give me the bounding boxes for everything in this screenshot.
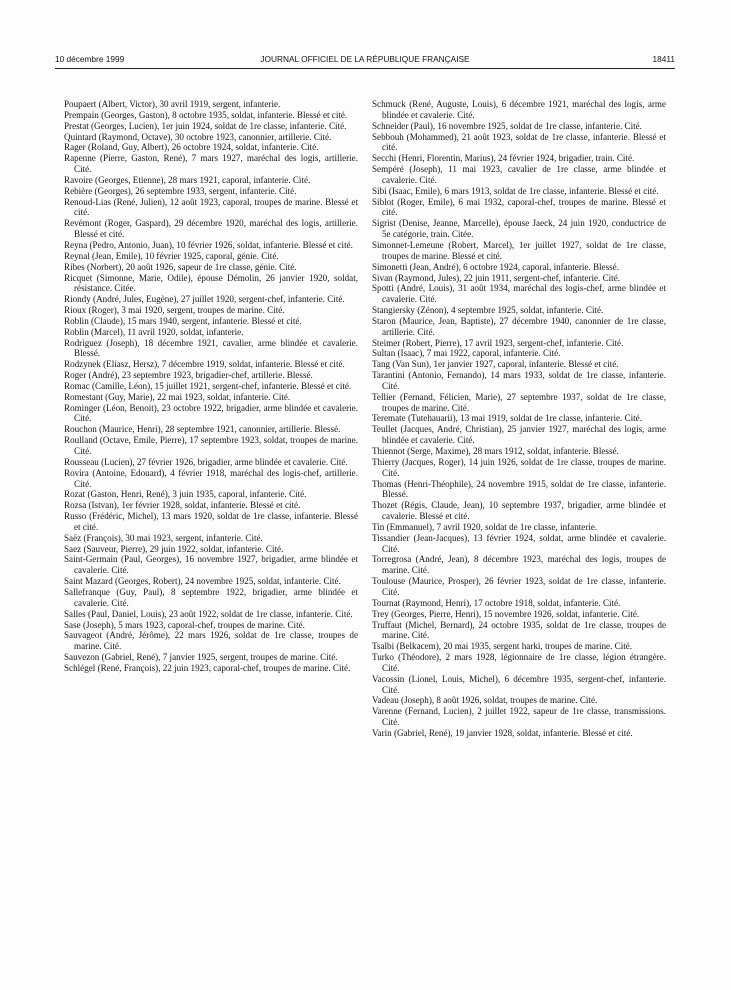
list-entry: Rozsa (Istvan), 1er février 1928, soldat, infanterie. Blessé et cité.: [64, 500, 301, 511]
list-entry: Tissandier (Jean-Jacques), 13 février 1924, soldat, arme blindée et cavalerie. Cité.: [372, 532, 666, 554]
list-entry: Sempéré (Joseph), 11 mai 1923, cavalier de 1re classe, arme blindée et cavalerie. Cité.: [372, 164, 666, 185]
list-entry: Sigrist (Denise, Jeanne, Marcelle), épouse Jaeck, 24 juin 1920, conductrice de 5e catégorie, train. Citée.: [372, 218, 666, 240]
list-entry: Rodzynek (Eliasz, Hersz), 7 décembre 1919, soldat, infanterie. Blessé et cité.: [64, 359, 345, 370]
list-entry: Roblin (Claude), 15 mars 1940, sergent, infanterie. Blessé et cité.: [64, 315, 302, 326]
list-entry: Steimer (Robert, Pierre), 17 avril 1923, sergent-chef, infanterie. Cité.: [372, 337, 624, 348]
list-entry: Sultan (Isaac), 7 mai 1922, caporal, infanterie. Cité.: [372, 348, 561, 359]
list-entry: Romac (Camille, Léon), 15 juillet 1921, sergent-chef, infanterie. Blessé et cité.: [64, 380, 352, 391]
list-entry: Poupaert (Albert, Victor), 30 avril 1919, sergent, infanterie.: [64, 99, 281, 109]
page-header: [55, 54, 675, 68]
list-entry: Sauvezon (Gabriel, René), 7 janvier 1925, sergent, troupes de marine. Cité.: [64, 652, 338, 663]
list-entry: Schneider (Paul), 16 novembre 1925, soldat de 1re classe, infanterie. Cité.: [372, 120, 642, 131]
list-entry: Turko (Théodore), 2 mars 1928, légionnaire de 1re classe, légion étrangère. Cité.: [372, 652, 666, 673]
list-entry: Varin (Gabriel, René), 19 janvier 1928, soldat, infanterie. Blessé et cité.: [372, 727, 633, 738]
header-rule: [55, 68, 675, 69]
list-entry: Rodriguez (Joseph), 18 décembre 1921, cavalier, arme blindée et cavalerie. Blessé.: [64, 337, 358, 359]
page-number: 18411: [652, 54, 675, 64]
list-entry: Thozet (Régis, Claude, Jean), 10 septembre 1937, brigadier, arme blindée et cavalerie. Blessé et cité.: [372, 500, 666, 522]
list-entry: Ribes (Norbert), 20 août 1926, sapeur de 1re classe, génie. Cité.: [64, 261, 297, 272]
list-entry: Saëz (François), 30 mai 1923, sergent, infanterie. Cité.: [64, 532, 263, 543]
list-entry: Tin (Emmanuel), 7 avril 1920, soldat de 1re classe, infanterie.: [372, 521, 598, 532]
list-entry: Russo (Frédéric, Michel), 13 mars 1920, soldat de 1re classe, infanterie. Blessé et cité.: [64, 511, 358, 532]
list-entry: Varenne (Fernand, Lucien), 2 juillet 1922, sapeur de 1re classe, transmissions. Cité.: [372, 706, 666, 728]
list-entry: Schmuck (René, Auguste, Louis), 6 décembre 1921, maréchal des logis, arme blindée et cavalerie. Cité.: [372, 99, 666, 120]
list-entry: Rovira (Antoine, Edouard), 4 février 1918, maréchal des logis-chef, artillerie. Cité.: [64, 467, 358, 489]
list-entry: Sase (Joseph), 5 mars 1923, caporal-chef, troupes de marine. Cité.: [64, 619, 305, 630]
list-entry: Revémont (Roger, Gaspard), 29 décembre 1920, maréchal des logis, artillerie. Blessé et cité.: [64, 218, 358, 240]
list-entry: Stangiersky (Zénon), 4 septembre 1925, soldat, infanterie. Cité.: [372, 305, 604, 316]
list-entry: Simonetti (Jean, André), 6 octobre 1924, caporal, infanterie. Blessé.: [372, 261, 619, 272]
list-entry: Roulland (Octave, Emile, Pierre), 17 septembre 1923, soldat, troupes de marine. Cité.: [64, 435, 358, 456]
list-entry: Roblin (Marcel), 11 avril 1920, soldat, infanterie.: [64, 326, 244, 337]
list-entry: Rager (Roland, Guy, Albert), 26 octobre 1924, soldat, infanterie. Cité.: [64, 142, 319, 153]
list-entry: Reynal (Jean, Emile), 10 février 1925, caporal, génie. Cité.: [64, 250, 279, 261]
list-entry: Rebière (Georges), 26 septembre 1933, sergent, infanterie. Cité.: [64, 185, 297, 196]
right-column: [372, 99, 666, 739]
list-entry: Thomas (Henri-Théophile), 24 novembre 1915, soldat de 1re classe, infanterie. Blessé.: [372, 478, 666, 500]
list-entry: Sibi (Isaac, Emile), 6 mars 1913, soldat de 1re classe, infanterie. Blessé et cité.: [372, 185, 659, 196]
left-column: [64, 99, 358, 674]
list-entry: Romestant (Guy, Marie), 22 mai 1923, soldat, infanterie. Cité.: [64, 391, 291, 402]
list-entry: Toulouse (Maurice, Prosper), 26 février 1923, soldat de 1re classe, infanterie. Cité.: [372, 576, 666, 597]
list-entry: Ravoire (Georges, Etienne), 28 mars 1921, caporal, infanterie. Cité.: [64, 174, 311, 185]
list-entry: Salles (Paul, Daniel, Louis), 23 août 1922, soldat de 1re classe, infanterie. Cité.: [64, 608, 353, 619]
list-entry: Vadeau (Joseph), 8 août 1926, soldat, troupes de marine. Cité.: [372, 695, 598, 706]
list-entry: Rapenne (Pierre, Gaston, René), 7 mars 1927, maréchal des logis, artillerie. Cité.: [64, 153, 358, 175]
list-entry: Tellier (Fernand, Félicien, Marie), 27 septembre 1937, soldat de 1re classe, troupes de marine. Cité.: [372, 391, 666, 413]
list-entry: Teullet (Jacques, André, Christian), 25 janvier 1927, maréchal des logis, arme blindée et cavalerie. Cité.: [372, 424, 666, 446]
list-entry: Rousseau (Lucien), 27 février 1926, brigadier, arme blindée et cavalerie. Cité.: [64, 456, 348, 467]
list-entry: Thiennot (Serge, Maxime), 28 mars 1912, soldat, infanterie. Blessé.: [372, 446, 619, 456]
list-entry: Spotti (André, Louis), 31 août 1934, maréchal des logis-chef, arme blindée et cavalerie. Cité.: [372, 283, 666, 305]
list-entry: Sivan (Raymond, Jules), 22 juin 1911, sergent-chef, infanterie. Cité.: [372, 272, 621, 283]
list-entry: Torregrosa (André, Jean), 8 décembre 1923, maréchal des logis, troupes de marine. Cité.: [372, 554, 666, 576]
list-entry: Trey (Georges, Pierre, Henri), 15 novembre 1926, soldat, infanterie. Cité.: [372, 608, 640, 619]
list-entry: Truffaut (Michel, Bernard), 24 octobre 1935, soldat de 1re classe, troupes de marine. Cité.: [372, 619, 666, 641]
list-entry: Ricquet (Simonne, Marie, Odile), épouse Démolin, 26 janvier 1920, soldat, résistance. Citée.: [64, 272, 358, 294]
list-entry: Sallefranque (Guy, Paul), 8 septembre 1922, brigadier, arme blindée et cavalerie. Cité.: [64, 586, 358, 608]
list-entry: Tournat (Raymond, Henri), 17 octobre 1918, soldat, infanterie. Cité.: [372, 597, 621, 608]
list-entry: Rozat (Gaston, Henri, René), 3 juin 1935, caporal, infanterie. Cité.: [64, 489, 307, 500]
list-entry: Quintard (Raymond, Octave), 30 octobre 1923, canonnier, artillerie. Cité.: [64, 131, 332, 142]
list-entry: Simonnet-Lemeune (Robert, Marcel), 1er juillet 1927, soldat de 1re classe, troupes de marine. Blessé et cité.: [372, 239, 666, 261]
list-entry: Rouchon (Maurice, Henri), 28 septembre 1921, canonnier, artillerie. Blessé.: [64, 424, 341, 435]
list-entry: Teremate (Tutehauarii), 13 mai 1919, soldat de 1re classe, infanterie. Cité.: [372, 413, 642, 424]
list-entry: Sebbouh (Mohammed), 21 août 1923, soldat de 1re classe, infanterie. Blessé et cité.: [372, 131, 666, 153]
list-entry: Sauvageot (André, Jérôme), 22 mars 1926, soldat de 1re classe, troupes de marine. Cité.: [64, 630, 358, 652]
list-entry: Rominger (Léon, Benoit), 23 octobre 1922, brigadier, arme blindée et cavalerie. Cité.: [64, 402, 358, 424]
list-entry: Tarantini (Antonio, Fernando), 14 mars 1933, soldat de 1re classe, infanterie. Cité.: [372, 370, 666, 391]
list-entry: Tang (Van Sun), 1er janvier 1927, caporal, infanterie. Blessé et cité.: [372, 359, 619, 370]
list-entry: Prestat (Georges, Lucien), 1er juin 1924, soldat de 1re classe, infanterie. Cité.: [64, 120, 347, 131]
list-entry: Thierry (Jacques, Roger), 14 juin 1926, soldat de 1re classe, troupes de marine. Cité.: [372, 456, 666, 478]
list-entry: Vacossin (Lionel, Louis, Michel), 6 décembre 1935, sergent-chef, infanterie. Cité.: [372, 673, 666, 695]
list-entry: Renoud-Lias (René, Julien), 12 août 1923, caporal, troupes de marine. Blessé et cité.: [64, 196, 358, 218]
list-entry: Saint Mazard (Georges, Robert), 24 novembre 1925, soldat, infanterie. Cité.: [64, 576, 341, 587]
list-entry: Roger (André), 23 septembre 1923, brigadier-chef, artillerie. Blessé.: [64, 370, 313, 381]
list-entry: Siblot (Roger, Emile), 6 mai 1932, caporal-chef, troupes de marine. Blessé et cité.: [372, 196, 666, 218]
list-entry: Prempain (Georges, Gaston), 8 octobre 1935, soldat, infanterie. Blessé et cité.: [64, 109, 348, 120]
list-entry: Saez (Sauveur, Pierre), 29 juin 1922, soldat, infanterie. Cité.: [64, 543, 284, 554]
list-entry: Riondy (André, Jules, Eugène), 27 juillet 1920, sergent-chef, infanterie. Cité.: [64, 294, 345, 305]
list-entry: Saint-Germain (Paul, Georges), 16 novembre 1927, brigadier, arme blindée et cavalerie. Cité.: [64, 554, 358, 576]
list-entry: Schlégel (René, François), 22 juin 1923, caporal-chef, troupes de marine. Cité.: [64, 662, 351, 673]
list-entry: Secchi (Henri, Florentin, Marius), 24 février 1924, brigadier, train. Cité.: [372, 153, 635, 164]
list-entry: Rioux (Roger), 3 mai 1920, sergent, troupes de marine. Cité.: [64, 305, 285, 316]
list-entry: Tsalbi (Belkacem), 20 mai 1935, sergent harki, troupes de marine. Cité.: [372, 641, 633, 652]
list-entry: Staron (Maurice, Jean, Baptiste), 27 décembre 1940, canonnier de 1re classe, artillerie. Cité.: [372, 315, 666, 337]
list-entry: Reyna (Pedro, Antonio, Juan), 10 février 1926, soldat, infanterie. Blessé et cité.: [64, 239, 353, 250]
journal-title: JOURNAL OFFICIEL DE LA RÉPUBLIQUE FRANÇAISE: [260, 54, 470, 64]
issue-date: 10 décembre 1999: [55, 54, 125, 64]
